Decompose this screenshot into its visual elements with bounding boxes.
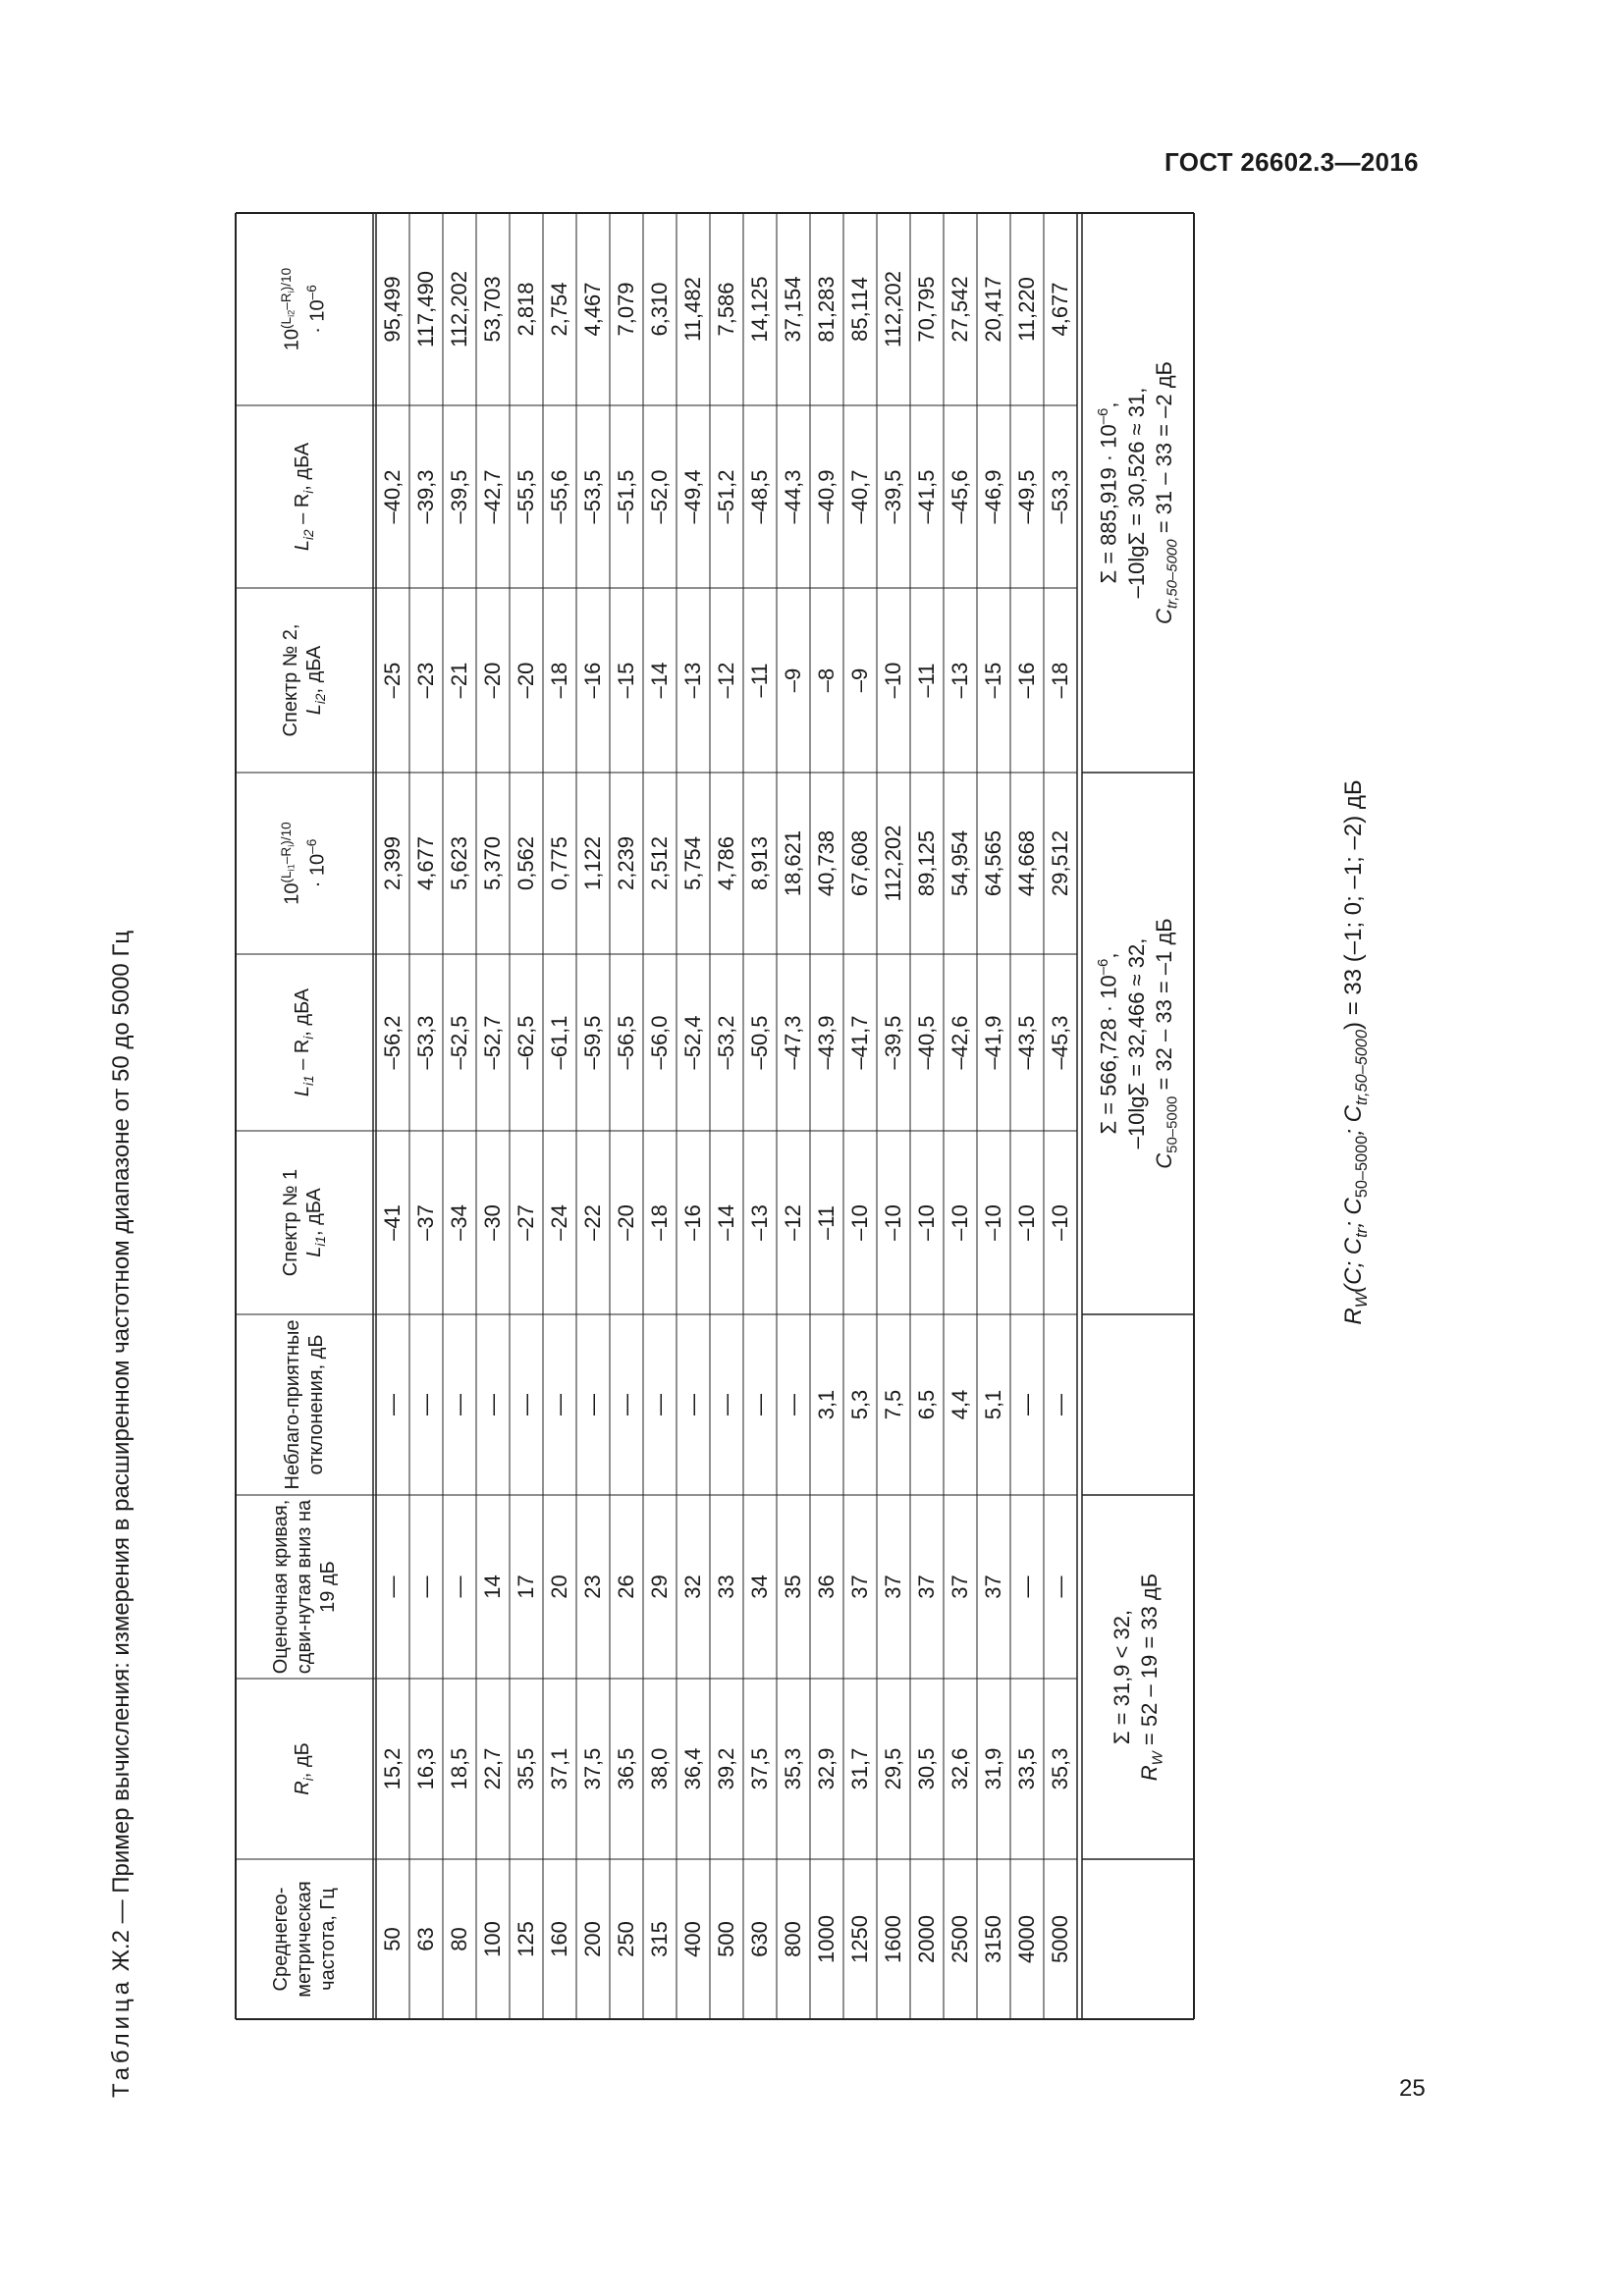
table-cell: 400 bbox=[680, 1921, 706, 1957]
table-cell: 29,5 bbox=[881, 1747, 906, 1790]
table-cell: 3,1 bbox=[814, 1389, 839, 1420]
table-cell: –18 bbox=[547, 662, 572, 699]
table-cell: 4,677 bbox=[1048, 282, 1073, 337]
header-spectrum2: Спектр № 2, $L_{i2}$, дБА bbox=[280, 623, 329, 737]
table-cell: –13 bbox=[747, 1204, 773, 1241]
table-cell: 67,608 bbox=[847, 829, 873, 897]
table-cell: 200 bbox=[580, 1921, 606, 1957]
table-cell: –41 bbox=[380, 1204, 406, 1241]
table-cell: 2,754 bbox=[547, 282, 572, 337]
table-cell: 39,2 bbox=[714, 1747, 739, 1790]
table-cell: –52,5 bbox=[447, 1015, 472, 1070]
table-cell: –40,2 bbox=[380, 469, 406, 524]
table-cell: 27,542 bbox=[947, 276, 973, 343]
table-cell: –10 bbox=[947, 1204, 973, 1241]
table-cell: 160 bbox=[547, 1921, 572, 1957]
table-cell: 89,125 bbox=[914, 829, 940, 897]
summary-ctr: $\Sigma = 885,919 \cdot 10^{-6}$, –10lgΣ = 30,526 ≈ 31, $C_{tr,50-5000} = 31 - 33 = -2$ дБ bbox=[1095, 361, 1181, 624]
table-cell: –41,5 bbox=[914, 469, 940, 524]
table-cell: — bbox=[747, 1394, 773, 1415]
table-cell: 6,310 bbox=[647, 282, 673, 337]
table-cell: 26 bbox=[614, 1575, 639, 1599]
table-cell: 37 bbox=[914, 1575, 940, 1599]
table-cell: 16,3 bbox=[413, 1747, 439, 1790]
summary-rw: Σ = 31,9 < 32, $R_W = 52 - 19 = 33$ дБ bbox=[1110, 1573, 1166, 1782]
table-cell: –45,3 bbox=[1048, 1015, 1073, 1070]
table-cell: –37 bbox=[413, 1204, 439, 1241]
table-cell: –48,5 bbox=[747, 469, 773, 524]
table-cell: 37,154 bbox=[781, 276, 806, 343]
table-cell: –42,7 bbox=[480, 469, 506, 524]
table-cell: –40,7 bbox=[847, 469, 873, 524]
summary-c: $\Sigma = 566,728 \cdot 10^{-6}$, –10lgΣ = 32,466 ≈ 32, $C_{50-5000} = 32 - 33 = -1$ дБ bbox=[1095, 918, 1181, 1169]
table-cell: –11 bbox=[747, 663, 773, 698]
table-cell: –27 bbox=[514, 1204, 539, 1241]
table-cell: 35,5 bbox=[514, 1747, 539, 1790]
table-cell: 112,202 bbox=[881, 825, 906, 902]
table-cell: –34 bbox=[447, 1204, 472, 1241]
header-curve: Оценочная кривая, сдви-нутая вниз на 19 дБ bbox=[270, 1499, 339, 1675]
table-cell: 22,7 bbox=[480, 1747, 506, 1790]
table-cell: –55,6 bbox=[547, 469, 572, 524]
table-cell: — bbox=[714, 1394, 739, 1415]
table-cell: 2000 bbox=[914, 1915, 940, 1963]
table-cell: 20,417 bbox=[981, 276, 1006, 343]
table-cell: –46,9 bbox=[981, 469, 1006, 524]
table-cell: 2,512 bbox=[647, 835, 673, 891]
table-cell: 30,5 bbox=[914, 1747, 940, 1790]
table-cell: — bbox=[413, 1575, 439, 1598]
table-cell: 40,738 bbox=[814, 829, 839, 897]
table-cell: 18,621 bbox=[781, 829, 806, 897]
table-cell: 81,283 bbox=[814, 276, 839, 343]
table-cell: 800 bbox=[781, 1921, 806, 1957]
table-cell: –49,5 bbox=[1014, 469, 1040, 524]
final-result-formula: $R_W(C$; $C_{tr}$; $C_{50-5000}$; $C_{tr,50-5000}) = 33$ (–1; 0; –1; –2) дБ bbox=[1340, 779, 1371, 1325]
table-cell: 31,9 bbox=[981, 1747, 1006, 1790]
table-cell: 17 bbox=[514, 1575, 539, 1599]
table-cell: 32,9 bbox=[814, 1747, 839, 1790]
table-cell: 80 bbox=[447, 1927, 472, 1951]
header-spectrum1: Спектр № 1 $L_{i1}$, дБА bbox=[280, 1168, 329, 1277]
table-cell: –56,2 bbox=[380, 1015, 406, 1070]
table-cell: –43,5 bbox=[1014, 1015, 1040, 1070]
table-cell: –40,5 bbox=[914, 1015, 940, 1070]
table-cell: — bbox=[447, 1394, 472, 1415]
table-cell: –41,9 bbox=[981, 1015, 1006, 1070]
table-cell: 4,786 bbox=[714, 835, 739, 891]
table-cell: 37 bbox=[881, 1575, 906, 1599]
table-cell: 37,1 bbox=[547, 1747, 572, 1790]
table-cell: 37,5 bbox=[747, 1747, 773, 1790]
table-cell: 5,3 bbox=[847, 1389, 873, 1420]
table-cell: 35 bbox=[781, 1575, 806, 1599]
table-cell: –10 bbox=[881, 1204, 906, 1241]
table-cell: 85,114 bbox=[847, 277, 873, 342]
table-cell: 23 bbox=[580, 1575, 606, 1599]
table-cell: 29,512 bbox=[1048, 829, 1073, 897]
table-cell: 2,399 bbox=[380, 835, 406, 891]
table-cell: 18,5 bbox=[447, 1747, 472, 1790]
table-cell: 117,490 bbox=[413, 271, 439, 347]
table-cell: — bbox=[1014, 1394, 1040, 1415]
table-cell: — bbox=[547, 1394, 572, 1415]
table-cell: 14 bbox=[480, 1575, 506, 1599]
table-cell: 36 bbox=[814, 1575, 839, 1599]
table-cell: –11 bbox=[914, 663, 940, 698]
table-cell: 1000 bbox=[814, 1915, 839, 1963]
table-cell: — bbox=[647, 1394, 673, 1415]
table-cell: 11,482 bbox=[680, 277, 706, 342]
table-cell: –16 bbox=[1014, 662, 1040, 699]
table-cell: 50 bbox=[380, 1927, 406, 1951]
table-cell: 7,079 bbox=[614, 282, 639, 337]
table-cell: — bbox=[1014, 1575, 1040, 1598]
header-freq: Среднегео-метрическая частота, Гц bbox=[270, 1881, 339, 1998]
table-cell: 7,5 bbox=[881, 1389, 906, 1420]
table-cell: –53,3 bbox=[1048, 469, 1073, 524]
table-cell: 53,703 bbox=[480, 276, 506, 343]
table-cell: — bbox=[680, 1394, 706, 1415]
table-cell: 64,565 bbox=[981, 829, 1006, 897]
table-cell: 2,239 bbox=[614, 835, 639, 891]
table-cell: –51,5 bbox=[614, 469, 639, 524]
table-cell: 37 bbox=[981, 1575, 1006, 1599]
table-cell: 5000 bbox=[1048, 1915, 1073, 1963]
table-cell: –15 bbox=[981, 662, 1006, 699]
table-cell: –62,5 bbox=[514, 1015, 539, 1070]
table-cell: –43,9 bbox=[814, 1015, 839, 1070]
table-cell: 34 bbox=[747, 1575, 773, 1599]
table-cell: –9 bbox=[781, 667, 806, 693]
table-cell: –13 bbox=[680, 662, 706, 699]
header-diff2: $L_{i2} - R_i$, дБА bbox=[292, 442, 317, 552]
table-cell: 1250 bbox=[847, 1915, 873, 1963]
table-cell: — bbox=[480, 1394, 506, 1415]
table-cell: 63 bbox=[413, 1927, 439, 1951]
table-cell: 29 bbox=[647, 1575, 673, 1599]
table-cell: 6,5 bbox=[914, 1389, 940, 1420]
table-cell: 1600 bbox=[881, 1915, 906, 1963]
table-cell: –25 bbox=[380, 662, 406, 699]
table-cell: 3150 bbox=[981, 1915, 1006, 1963]
table-cell: –56,5 bbox=[614, 1015, 639, 1070]
table-cell: 36,4 bbox=[680, 1747, 706, 1790]
header-power1: $10^{(L_{i1}-R_i)/10}$ · $10^{-6}$ bbox=[279, 822, 329, 905]
table-cell: 70,795 bbox=[914, 276, 940, 343]
table-cell: –15 bbox=[614, 662, 639, 699]
table-cell: 112,202 bbox=[447, 271, 472, 347]
table-cell: 250 bbox=[614, 1921, 639, 1957]
table-cell: 15,2 bbox=[380, 1747, 406, 1790]
table-cell: –39,3 bbox=[413, 469, 439, 524]
table-cell: 32,6 bbox=[947, 1747, 973, 1790]
header-power2: $10^{(L_{i2}-R_i)/10}$ · $10^{-6}$ bbox=[279, 267, 329, 351]
table-cell: — bbox=[447, 1575, 472, 1598]
table-cell: — bbox=[514, 1394, 539, 1415]
caption-text: Ж.2 — Пример вычисления: измерения в расширенном частотном диапазоне от 50 до 5000 Гц bbox=[108, 930, 135, 1978]
header-deviations: Неблаго-приятные отклонения, дБ bbox=[282, 1319, 327, 1490]
table-cell: — bbox=[380, 1394, 406, 1415]
table-cell: –18 bbox=[1048, 662, 1073, 699]
caption-prefix: Таблица bbox=[108, 1977, 135, 2098]
table-cell: 4,677 bbox=[413, 835, 439, 891]
table-cell: 7,586 bbox=[714, 282, 739, 337]
table-cell: –12 bbox=[781, 1204, 806, 1241]
table-cell: — bbox=[380, 1575, 406, 1598]
table-cell: –42,6 bbox=[947, 1015, 973, 1070]
document-id: ГОСТ 26602.3—2016 bbox=[1164, 147, 1419, 177]
table-cell: –52,4 bbox=[680, 1015, 706, 1070]
table-cell: –12 bbox=[714, 662, 739, 699]
table-cell: –53,2 bbox=[714, 1015, 739, 1070]
table-cell: 100 bbox=[480, 1921, 506, 1957]
table-cell: –10 bbox=[1048, 1204, 1073, 1241]
table-cell: –18 bbox=[647, 1204, 673, 1241]
table-cell: –14 bbox=[647, 662, 673, 699]
table-cell: 5,1 bbox=[981, 1389, 1006, 1420]
table-cell: 2500 bbox=[947, 1915, 973, 1963]
rotated-table-section bbox=[98, 7, 1389, 2098]
table-cell: –30 bbox=[480, 1204, 506, 1241]
table-cell: 0,562 bbox=[514, 835, 539, 891]
table-cell: 630 bbox=[747, 1921, 773, 1957]
table-cell: 4000 bbox=[1014, 1915, 1040, 1963]
table-cell: –51,2 bbox=[714, 469, 739, 524]
table-cell: –23 bbox=[413, 662, 439, 699]
table-cell: –44,3 bbox=[781, 469, 806, 524]
table-cell: — bbox=[580, 1394, 606, 1415]
table-cell: –53,3 bbox=[413, 1015, 439, 1070]
table-cell: –50,5 bbox=[747, 1015, 773, 1070]
table-cell: –10 bbox=[981, 1204, 1006, 1241]
table-cell: 5,754 bbox=[680, 835, 706, 891]
table-cell: — bbox=[413, 1394, 439, 1415]
header-diff1: $L_{i1} - R_i$, дБА bbox=[292, 988, 317, 1097]
table-cell: 315 bbox=[647, 1921, 673, 1957]
table-cell: 37 bbox=[847, 1575, 873, 1599]
table-cell: 35,3 bbox=[1048, 1747, 1073, 1790]
table-cell: 112,202 bbox=[881, 271, 906, 347]
table-cell: –21 bbox=[447, 662, 472, 699]
table-cell: –20 bbox=[614, 1204, 639, 1241]
table-cell: –40,9 bbox=[814, 469, 839, 524]
table-cell: –11 bbox=[814, 1204, 839, 1241]
table-cell: –41,7 bbox=[847, 1015, 873, 1070]
table-cell: 35,3 bbox=[781, 1747, 806, 1790]
table-cell: –22 bbox=[580, 1204, 606, 1241]
table-cell: 1,122 bbox=[580, 835, 606, 891]
table-cell: 54,954 bbox=[947, 829, 973, 897]
table-cell: — bbox=[614, 1394, 639, 1415]
table-cell: — bbox=[1048, 1575, 1073, 1598]
table-cell: –52,0 bbox=[647, 469, 673, 524]
table-cell: — bbox=[781, 1394, 806, 1415]
table-cell: –56,0 bbox=[647, 1015, 673, 1070]
table-cell: 44,668 bbox=[1014, 829, 1040, 897]
table-cell: –10 bbox=[1014, 1204, 1040, 1241]
table-cell: 4,467 bbox=[580, 282, 606, 337]
table-cell: –52,7 bbox=[480, 1015, 506, 1070]
table-cell: –59,5 bbox=[580, 1015, 606, 1070]
table-cell: 5,370 bbox=[480, 835, 506, 891]
table-cell: 32 bbox=[680, 1575, 706, 1599]
table-cell: 37 bbox=[947, 1575, 973, 1599]
table-cell: 14,125 bbox=[747, 276, 773, 343]
table-cell: 36,5 bbox=[614, 1747, 639, 1790]
table-cell: –20 bbox=[480, 662, 506, 699]
table-cell: 95,499 bbox=[380, 276, 406, 343]
table-cell: –39,5 bbox=[881, 1015, 906, 1070]
table-cell: — bbox=[1048, 1394, 1073, 1415]
table-cell: –14 bbox=[714, 1204, 739, 1241]
table-cell: 33,5 bbox=[1014, 1747, 1040, 1790]
table-cell: –53,5 bbox=[580, 469, 606, 524]
table-cell: –39,5 bbox=[881, 469, 906, 524]
table-cell: –61,1 bbox=[547, 1015, 572, 1070]
table-cell: 4,4 bbox=[947, 1389, 973, 1420]
page-number: 25 bbox=[1399, 2075, 1426, 2102]
table-cell: –49,4 bbox=[680, 469, 706, 524]
table-cell: –47,3 bbox=[781, 1015, 806, 1070]
table-cell: 38,0 bbox=[647, 1747, 673, 1790]
table-cell: 37,5 bbox=[580, 1747, 606, 1790]
table-cell: 33 bbox=[714, 1575, 739, 1599]
table-cell: –8 bbox=[814, 667, 839, 693]
table-cell: 11,220 bbox=[1014, 277, 1040, 342]
table-cell: 20 bbox=[547, 1575, 572, 1599]
table-cell: 500 bbox=[714, 1921, 739, 1957]
table-cell: –24 bbox=[547, 1204, 572, 1241]
table-cell: –13 bbox=[947, 662, 973, 699]
table-cell: –10 bbox=[881, 662, 906, 699]
table-cell: –20 bbox=[514, 662, 539, 699]
table-cell: –9 bbox=[847, 667, 873, 693]
table-cell: –10 bbox=[847, 1204, 873, 1241]
table-cell: 5,623 bbox=[447, 835, 472, 891]
table-cell: –45,6 bbox=[947, 469, 973, 524]
table-cell: –55,5 bbox=[514, 469, 539, 524]
table-cell: 125 bbox=[514, 1921, 539, 1957]
table-cell: –10 bbox=[914, 1204, 940, 1241]
table-cell: 8,913 bbox=[747, 835, 773, 891]
table-cell: –39,5 bbox=[447, 469, 472, 524]
header-ri: $R_i$, дБ bbox=[292, 1742, 317, 1795]
table-cell: –16 bbox=[680, 1204, 706, 1241]
table-cell: 0,775 bbox=[547, 835, 572, 891]
table-cell: 2,818 bbox=[514, 282, 539, 337]
table-cell: 31,7 bbox=[847, 1747, 873, 1790]
table-cell: –16 bbox=[580, 662, 606, 699]
